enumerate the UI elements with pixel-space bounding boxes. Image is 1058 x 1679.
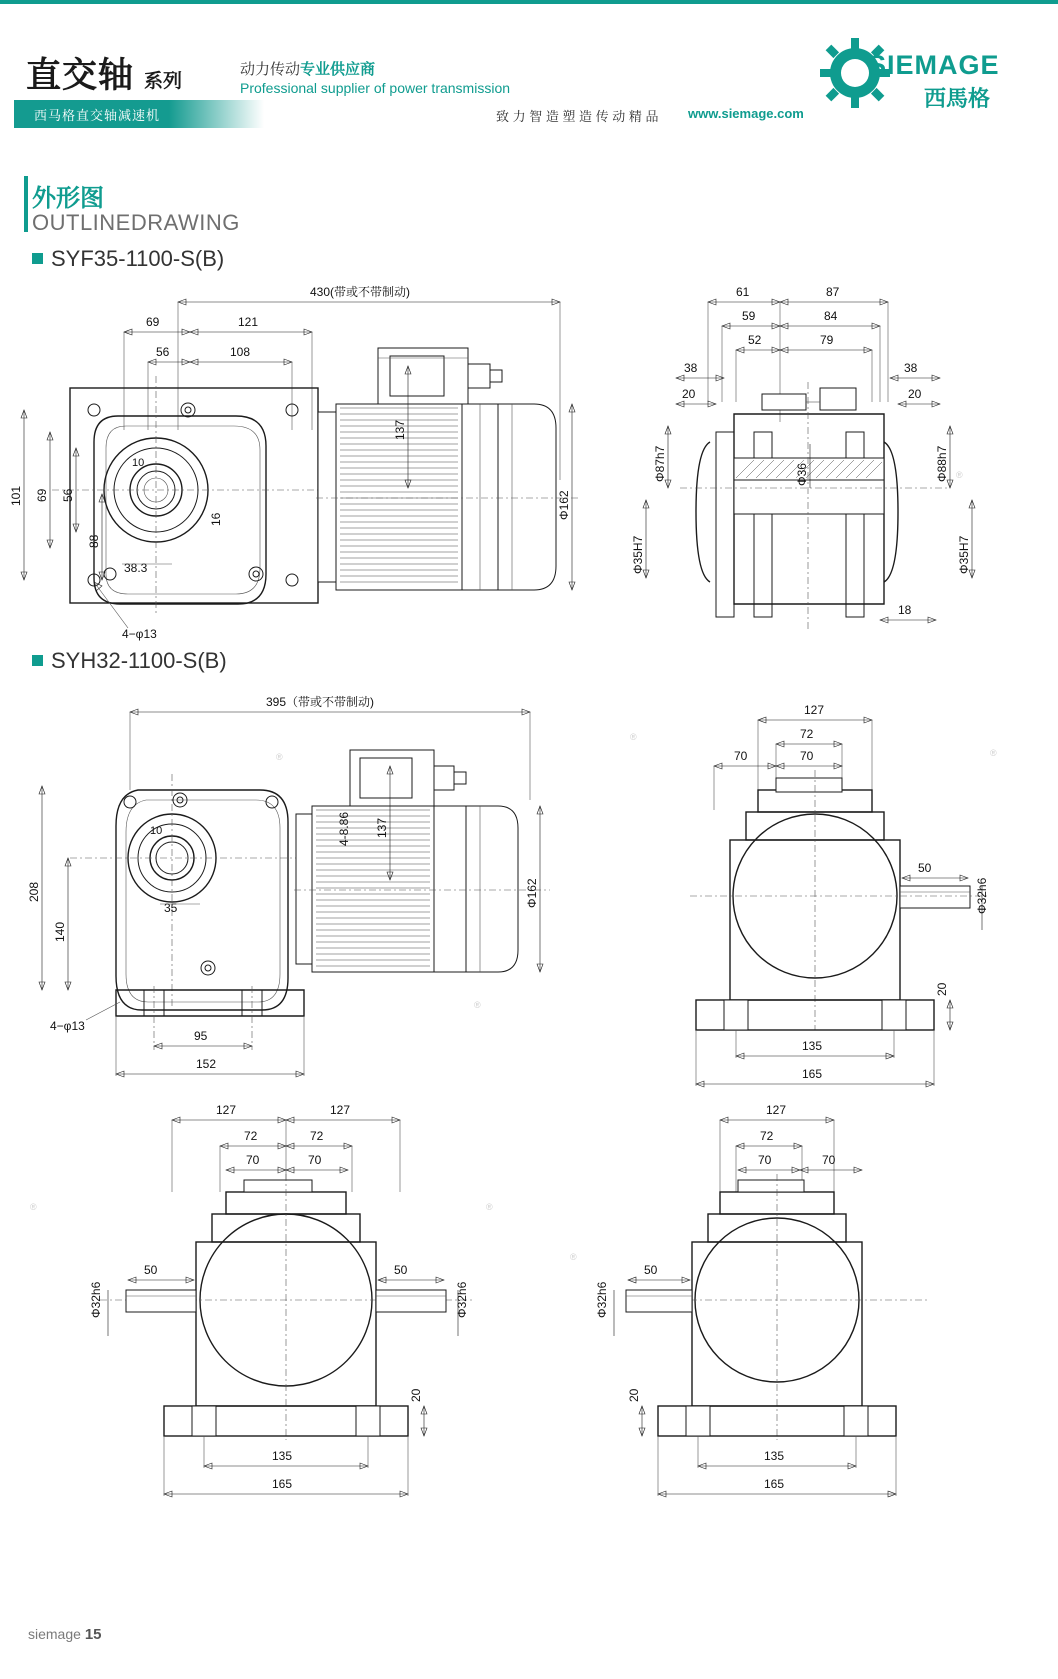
logo-wordmark: SIEMAGE [868,50,1000,80]
dim-shaft-52: 52 [748,333,762,347]
dim-dbl-72a: 72 [244,1129,258,1143]
company-logo [820,36,1030,114]
dim-right-70a: 70 [734,749,748,763]
dim-shaft-phi87h7: Φ87h7 [653,445,667,482]
header-top-rule [0,0,1058,4]
section-title-en: OUTLINEDRAWING [32,210,240,235]
header-slogan-cn-b: 专业供应商 [300,61,376,78]
dim-right-135: 135 [802,1039,823,1053]
dim-syf35-overall: 430(带或不带制动) [310,285,411,299]
dim-sgl-20: 20 [627,1388,641,1402]
page-title-series: 系列 [144,71,183,92]
dim-right-50: 50 [918,861,932,875]
dim-shaft-79: 79 [820,333,834,347]
dim-syh32-140: 140 [53,921,67,942]
dim-shaft-phi88h7: Φ88h7 [935,445,949,482]
dim-right-72: 72 [800,727,814,741]
dim-shaft-18: 18 [898,603,912,617]
model-heading-syh32 [32,648,227,674]
watermark-6: ® [30,1202,37,1212]
dim-syf35-108: 108 [230,345,251,359]
dim-shaft-38-left: 38 [684,361,698,375]
dim-dbl-20: 20 [409,1388,423,1402]
dim-shaft-20-right: 20 [908,387,922,401]
dim-right-20: 20 [935,982,949,996]
dim-shaft-phi36: Φ36 [795,463,809,486]
dim-syh32-phi162: Φ162 [525,878,539,908]
watermark-8: ® [570,1252,577,1262]
dim-right-127: 127 [804,703,825,717]
page-header [0,0,1058,140]
header-slogan-cn [240,58,375,79]
dim-syh32-95: 95 [194,1029,208,1043]
dim-dbl-phi32h6a: Φ32h6 [89,1281,103,1318]
drawing-syh32-right [630,700,1040,1100]
watermark-2: ® [276,752,283,762]
dim-dbl-50a: 50 [144,1263,158,1277]
dim-syf35-69-top: 69 [146,315,160,329]
bullet-square-icon-2 [32,655,43,666]
watermark-5: ® [990,748,997,758]
watermark-3: ® [474,1000,481,1010]
watermark-7: ® [486,1202,493,1212]
dim-syf35-121: 121 [238,315,259,329]
watermark-4: ® [630,732,637,742]
dim-dbl-127b: 127 [330,1103,351,1117]
dim-dbl-127a: 127 [216,1103,237,1117]
model-heading-syf35-label: SYF35-1100-S(B) [51,246,225,271]
page-title [26,48,182,98]
dim-dbl-70a: 70 [246,1153,260,1167]
dim-shaft-61: 61 [736,285,750,299]
dim-dbl-72b: 72 [310,1129,324,1143]
section-accent-bar [24,176,28,232]
dim-dbl-165: 165 [272,1477,293,1491]
dim-sgl-70a: 70 [758,1153,772,1167]
section-title-cn: 外形图 [32,185,104,212]
dim-shaft-87: 87 [826,285,840,299]
dim-syh32-152: 152 [196,1057,217,1071]
dim-sgl-165: 165 [764,1477,785,1491]
dim-shaft-phi35H7-right: Φ35H7 [957,535,971,574]
dim-syh32-4886: 4-8.86 [337,811,351,846]
dim-syf35-101: 101 [9,485,23,506]
dim-right-phi32h6: Φ32h6 [975,877,989,914]
dim-syf35-69-left: 69 [35,488,49,502]
dim-dbl-phi32h6b: Φ32h6 [455,1281,469,1318]
dim-syf35-137: 137 [393,419,407,440]
dim-syh32-208: 208 [27,881,41,902]
dim-syh32-137: 137 [375,817,389,838]
dim-shaft-38-right: 38 [904,361,918,375]
footer-page-number: 15 [84,1626,102,1643]
dim-syf35-holes: 4−φ13 [122,627,157,641]
header-tagline: 致 力 智 造 塑 造 传 动 精 品 [496,109,659,124]
header-website-link[interactable]: www.siemage.com [688,106,804,121]
dim-sgl-70b: 70 [822,1153,836,1167]
dim-dbl-50b: 50 [394,1263,408,1277]
drawing-syf35-shaft [631,282,1050,642]
dim-right-165: 165 [802,1067,823,1081]
dim-syf35-88: 88 [87,534,101,548]
dim-shaft-20-left: 20 [682,387,696,401]
logo-wordmark-cn: 西馬格 [924,86,991,111]
header-band-label: 西马格直交轴减速机 [34,108,161,123]
dim-syf35-10: 10 [132,457,145,469]
dim-syh32-35: 35 [164,901,178,915]
dim-sgl-127: 127 [766,1103,787,1117]
dim-right-70b: 70 [800,749,814,763]
dim-shaft-phi35H7-left: Φ35H7 [631,535,645,574]
drawing-single-shaft [570,1100,1000,1520]
dim-dbl-135: 135 [272,1449,293,1463]
dim-syh32-holes: 4−φ13 [50,1019,85,1033]
dim-dbl-70b: 70 [308,1153,322,1167]
dim-sgl-50: 50 [644,1263,658,1277]
dim-syf35-383: 38.3 [124,561,148,575]
dim-syh32-overall: 395（带或不带制动) [266,695,375,709]
dim-sgl-135: 135 [764,1449,785,1463]
dim-shaft-59: 59 [742,309,756,323]
dim-syf35-56-top: 56 [156,345,170,359]
dim-sgl-phi32h6: Φ32h6 [595,1281,609,1318]
dim-syf35-16: 16 [209,512,223,526]
dim-shaft-84: 84 [824,309,838,323]
bullet-square-icon [32,253,43,264]
watermark-1: ® [956,470,963,480]
model-heading-syf35 [32,246,224,272]
dim-sgl-72: 72 [760,1129,774,1143]
header-band [14,100,264,128]
dim-syf35-phi162: Φ162 [557,490,571,520]
dim-syh32-10: 10 [150,825,163,837]
drawing-double-shaft [30,1100,493,1520]
model-heading-syh32-label: SYH32-1100-S(B) [51,648,227,673]
header-slogan-cn-a: 动力传动 [240,61,301,78]
drawing-syf35-front [9,280,620,641]
drawing-syh32-front [27,690,620,1090]
header-slogan-en: Professional supplier of power transmission [240,80,511,96]
footer-brand: siemage [28,1626,81,1642]
page-footer [28,1626,102,1643]
dim-syf35-56-left: 56 [61,488,75,502]
page-title-cn: 直交轴 [26,56,135,95]
